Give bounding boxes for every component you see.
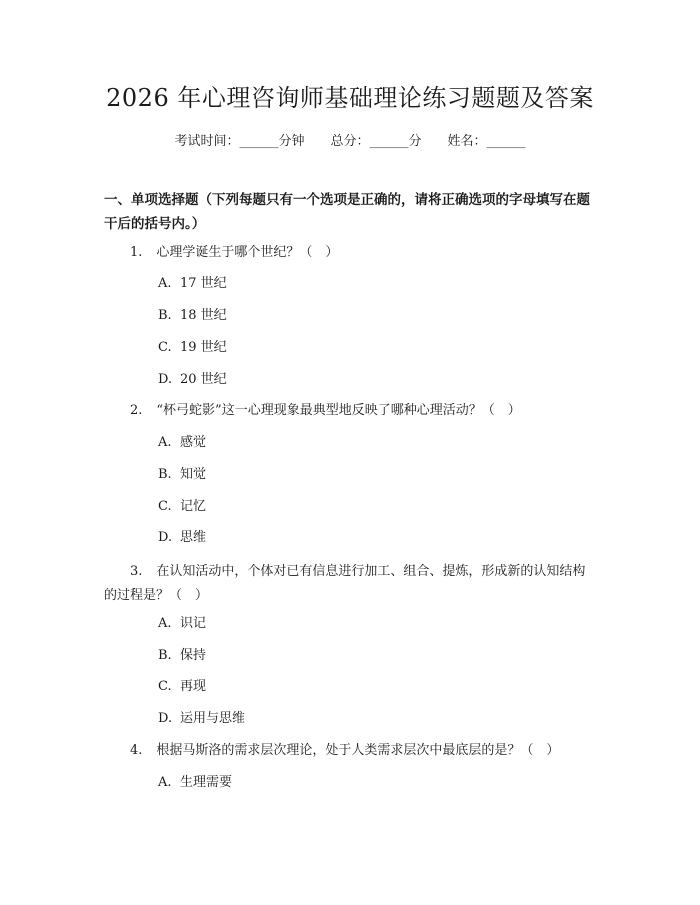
document-title: 2026 年心理咨询师基础理论练习题题及答案	[106, 84, 594, 112]
option-letter: B.	[158, 648, 172, 663]
question-text: 在认知活动中，个体对已有信息进行加工、组合、提炼，形成新的认知结构的过程是？（ ）	[104, 564, 586, 603]
question-text: 心理学诞生于哪个世纪？（ ）	[156, 245, 339, 260]
section-heading: 一、单项选择题（下列每题只有一个选项是正确的，请将正确选项的字母填写在题干后的括号内。）	[104, 192, 590, 232]
option-letter: B.	[158, 467, 172, 482]
exam-meta	[0, 133, 700, 151]
question-2-option-d	[158, 528, 206, 548]
option-text: 知觉	[180, 467, 207, 482]
question-2-option-c	[158, 497, 206, 517]
question-3-option-a	[158, 614, 206, 634]
option-text: 17 世纪	[180, 276, 227, 291]
option-text: 识记	[180, 616, 207, 631]
option-letter: A.	[158, 775, 172, 790]
option-text: 再现	[180, 679, 207, 694]
option-letter: C.	[158, 679, 172, 694]
option-letter: C.	[158, 499, 172, 514]
question-4-option-a	[158, 773, 232, 793]
question-2-option-b	[158, 465, 206, 485]
option-text: 运用与思维	[180, 711, 246, 726]
question-1-option-a	[158, 274, 227, 294]
question-1	[104, 242, 596, 264]
question-2	[104, 400, 596, 422]
question-number: 2.	[130, 403, 143, 418]
option-letter: A.	[158, 435, 172, 450]
question-3-option-c	[158, 677, 206, 697]
option-text: 20 世纪	[180, 372, 227, 387]
option-text: 19 世纪	[180, 340, 227, 355]
student-name: 姓名：______	[447, 134, 526, 149]
question-4	[104, 740, 596, 762]
question-number: 3.	[130, 564, 143, 579]
exam-time: 考试时间：______分钟	[174, 134, 305, 149]
question-2-option-a	[158, 433, 206, 453]
question-3	[104, 560, 596, 608]
question-number: 4.	[130, 743, 143, 758]
option-letter: B.	[158, 308, 172, 323]
option-letter: C.	[158, 340, 172, 355]
exam-score: 总分：______分	[330, 134, 422, 149]
option-text: 感觉	[180, 435, 207, 450]
option-text: 保持	[180, 648, 207, 663]
question-number: 1.	[130, 245, 143, 260]
question-1-option-b	[158, 306, 227, 326]
question-1-option-d	[158, 370, 227, 390]
option-letter: A.	[158, 276, 172, 291]
option-text: 生理需要	[180, 775, 233, 790]
option-letter: D.	[158, 372, 173, 387]
question-3-option-d	[158, 709, 245, 729]
question-1-option-c	[158, 338, 227, 358]
option-letter: D.	[158, 711, 173, 726]
question-text: 根据马斯洛的需求层次理论，处于人类需求层次中最底层的是？（ ）	[156, 743, 560, 758]
option-letter: A.	[158, 616, 172, 631]
option-text: 思维	[180, 530, 207, 545]
option-letter: D.	[158, 530, 173, 545]
option-text: 18 世纪	[180, 308, 227, 323]
question-text: “杯弓蛇影”这一心理现象最典型地反映了哪种心理活动？（ ）	[156, 403, 521, 418]
option-text: 记忆	[180, 499, 207, 514]
question-3-option-b	[158, 646, 206, 666]
